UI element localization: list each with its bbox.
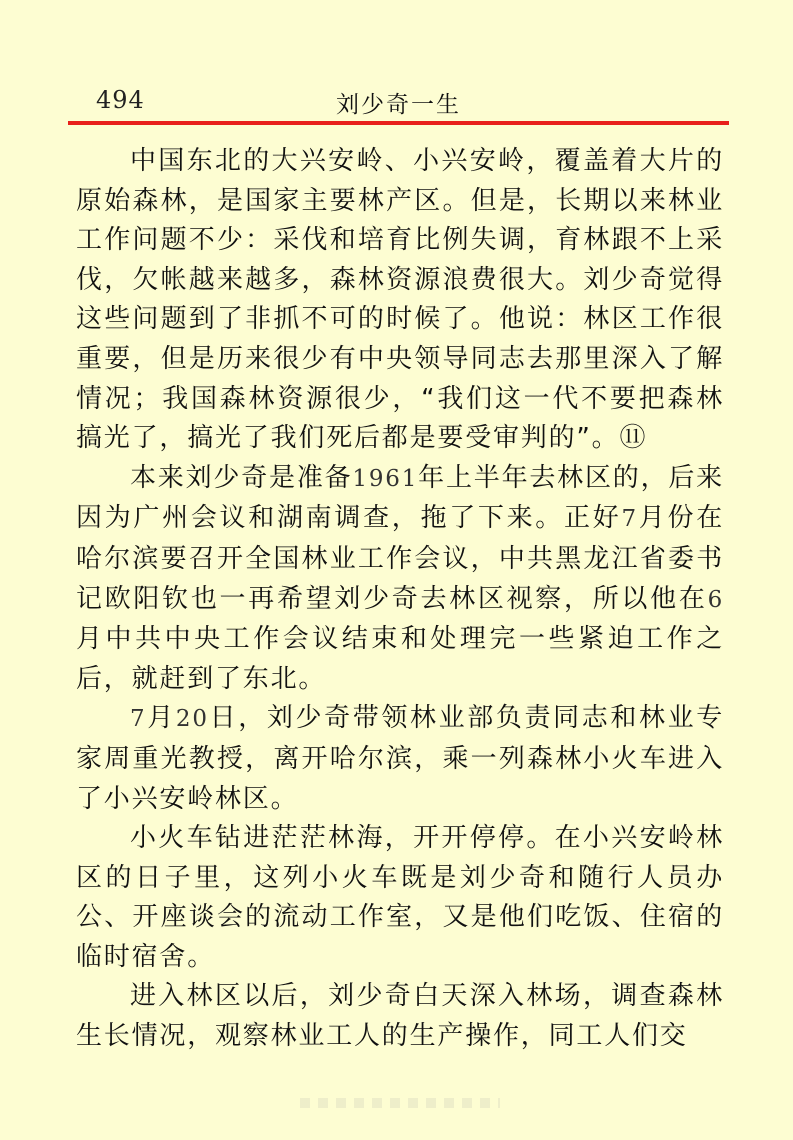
- page-header: [68, 82, 729, 122]
- paragraph-text: 进入林区以后，刘少奇白天深入林场，调查森林生长情况，观察林业工人的生产操作，同工人们交: [76, 981, 724, 1052]
- paragraph-text: 日，刘少奇带领林业部负责同志和林业专家周重光教授，离开哈尔滨，乘一列森林小火车进入了小兴安岭林区。: [76, 703, 724, 814]
- paragraph-text: 月份在哈尔滨要召开全国林业工作会议，中共黑龙江省委书记欧阳钦也一再希望刘少奇去林区视察，所以他在: [76, 503, 724, 614]
- running-title: 刘少奇一生: [336, 92, 461, 118]
- header-rule: [68, 121, 729, 125]
- paragraph-text: 小火车钻进茫茫林海，开开停停。在小兴安岭林区的日子里，这列小火车既是刘少奇和随行人员办公、开座谈会的流动工作室，又是他们吃饭、住宿的临时宿舍。: [76, 823, 724, 972]
- body-text: [76, 142, 724, 1057]
- paragraph: [76, 699, 724, 819]
- month-number: 6: [707, 586, 724, 613]
- paragraph-text: 中国东北的大兴安岭、小兴安岭，覆盖着大片的原始森林，是国家主要林产区。但是，长期以来林业工作问题不少：采伐和培育比例失调，育林跟不上采伐，欠帐越来越多，森林资源浪费很大。刘少奇觉得这些问题到了非抓不可的时候了。他说：林区工作很重要，但是历来很少有中央领导同志去那里深入了解情况；我国森林资源很少，“我们这一代不要把森林搞光了，搞光了我们死后都是要受审判的”。⑪: [76, 146, 724, 454]
- paragraph: [76, 142, 724, 459]
- faint-bleed-through: [300, 1098, 500, 1108]
- paragraph-text: 本来刘少奇是准备: [130, 462, 353, 493]
- year-number: 1961: [352, 465, 419, 492]
- paragraph: [76, 459, 724, 700]
- paragraph-text: 年上半年去林区的，后来因为广州会议和湖南调查，拖了下来。正好: [76, 462, 724, 534]
- paragraph: [76, 819, 724, 977]
- month-number: 7: [621, 506, 638, 533]
- paragraph-text: 月: [146, 703, 176, 734]
- page-number: 494: [96, 86, 145, 114]
- month-number: 7: [130, 706, 147, 733]
- day-number: 20: [175, 706, 209, 733]
- paragraph: [76, 977, 724, 1056]
- paragraph-text: 月中共中央工作会议结束和处理完一些紧迫工作之后，就赶到了东北。: [76, 624, 724, 694]
